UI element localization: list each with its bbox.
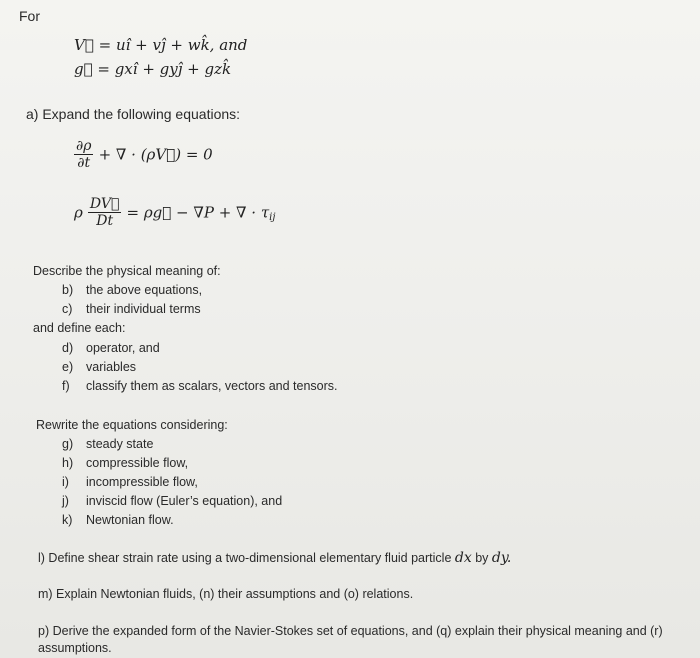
describe-heading: Describe the physical meaning of:: [33, 264, 221, 278]
continuity-numerator: ∂ρ: [76, 138, 92, 154]
list-item-b: [62, 283, 202, 297]
part-l-body: l) Define shear strain rate using a two-dimensional elementary fluid particle: [38, 551, 452, 565]
list-label: h): [62, 456, 74, 470]
part-p-line2: assumptions.: [38, 641, 112, 655]
list-text: inviscid flow (Euler’s equation), and: [86, 494, 283, 508]
list-text: compressible flow,: [86, 456, 189, 470]
list-text: incompressible flow,: [86, 475, 198, 489]
momentum-numerator: DV⃗: [89, 196, 120, 212]
list-label: b): [62, 283, 74, 297]
list-text: their individual terms: [86, 302, 201, 316]
list-item-k: [62, 513, 174, 527]
list-item-i: [62, 475, 198, 489]
velocity-definition: V⃗ = uî + vĵ + wk̂, and: [74, 36, 248, 54]
momentum-lead: ρ: [74, 203, 83, 222]
continuity-rest: + ∇ · (ρV⃗) = 0: [98, 145, 213, 164]
list-item-j: [62, 494, 282, 508]
list-item-e: [62, 360, 136, 374]
continuity-fraction: [74, 138, 93, 171]
momentum-fraction: [88, 196, 122, 229]
list-label: f): [62, 379, 70, 393]
intro-text: For: [19, 8, 40, 24]
list-item-f: [62, 379, 337, 393]
part-l-by: by: [475, 551, 489, 565]
define-heading: and define each:: [33, 321, 126, 335]
list-label: d): [62, 341, 74, 355]
list-label: j): [62, 494, 69, 508]
list-text: steady state: [86, 437, 154, 451]
list-text: Newtonian flow.: [86, 513, 174, 527]
list-text: the above equations,: [86, 283, 203, 297]
list-text: variables: [86, 360, 137, 374]
list-text: classify them as scalars, vectors and tensors.: [86, 379, 338, 393]
list-text: operator, and: [86, 341, 160, 355]
part-l-dx: dx: [454, 550, 472, 566]
list-label: k): [62, 513, 73, 527]
list-label: e): [62, 360, 74, 374]
part-l-text: [38, 550, 511, 566]
list-item-c: [62, 302, 201, 316]
list-item-g: [62, 437, 153, 451]
part-a-heading: a) Expand the following equations:: [26, 106, 241, 122]
gravity-definition: g⃗ = gxî + gyĵ + gzk̂: [74, 60, 232, 78]
momentum-denominator: Dt: [96, 213, 114, 229]
part-m-text: m) Explain Newtonian fluids, (n) their assumptions and (o) relations.: [38, 587, 414, 601]
list-label: i): [62, 475, 69, 489]
rewrite-heading: Rewrite the equations considering:: [36, 418, 228, 432]
part-l-dy: dy.: [491, 550, 512, 566]
continuity-equation: [74, 138, 213, 171]
part-p-line1: p) Derive the expanded form of the Navier-Stokes set of equations, and (q) explain their physical meaning and (r): [38, 624, 663, 638]
list-item-d: [62, 341, 160, 355]
momentum-rest: = ρg⃗ − ∇P + ∇ · τ: [126, 203, 270, 222]
list-label: c): [62, 302, 73, 316]
list-item-h: [62, 456, 188, 470]
momentum-subscript: ij: [269, 212, 276, 223]
list-label: g): [62, 437, 74, 451]
momentum-equation: [74, 196, 275, 229]
continuity-denominator: ∂t: [77, 155, 91, 171]
